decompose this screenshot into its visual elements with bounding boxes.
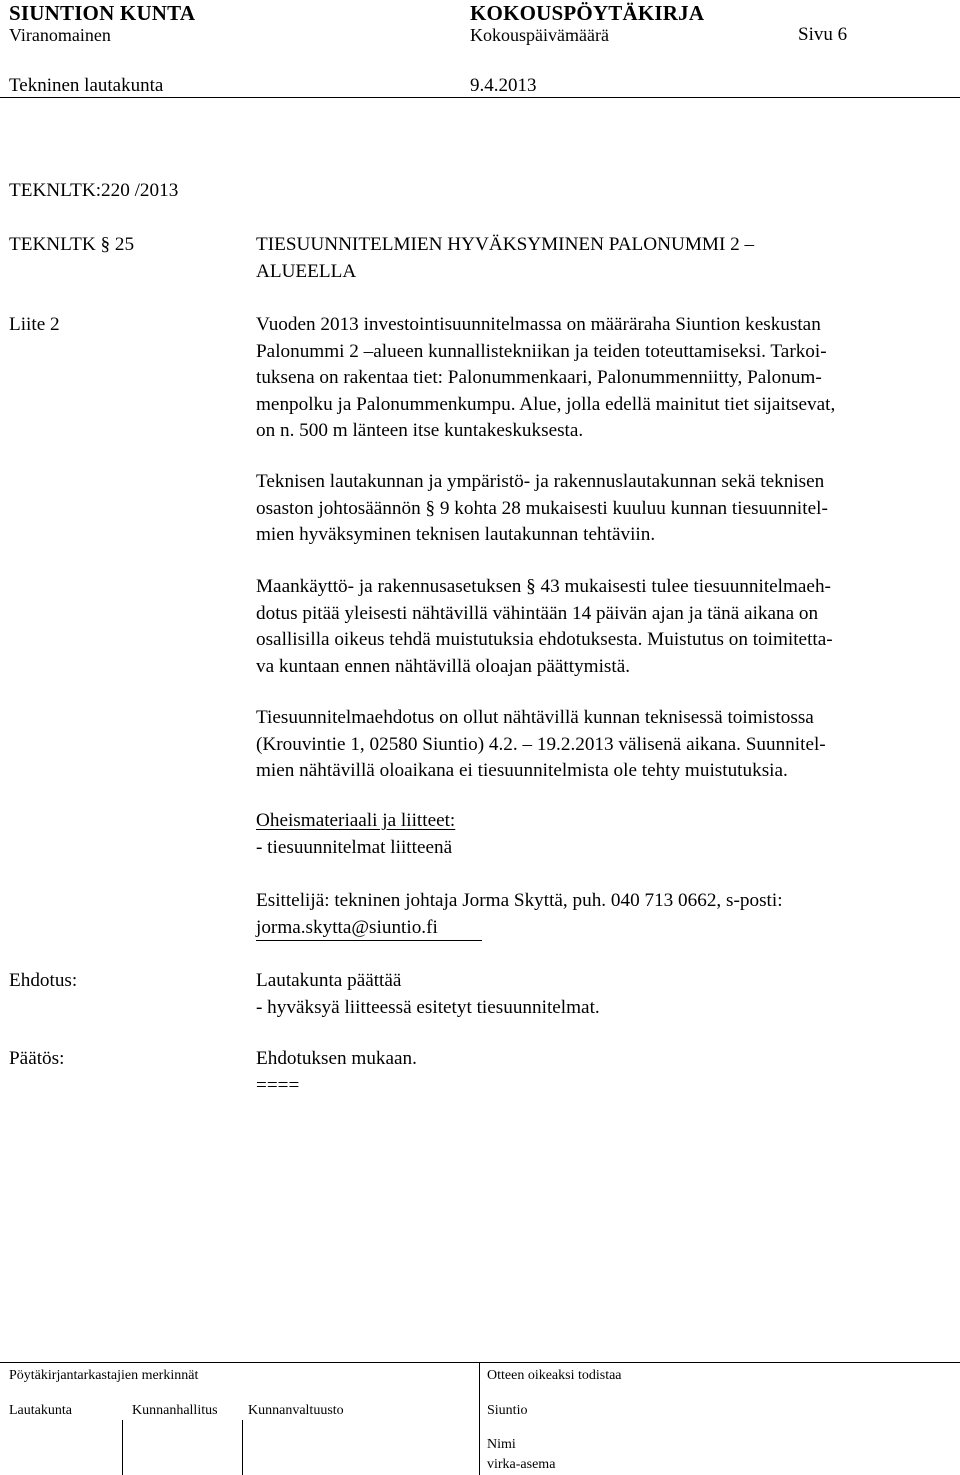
paragraph-background: Vuoden 2013 investointisuunnitelmassa on määräraha Siuntion keskustan Palonummi 2 –alueen kunnallistekniikan ja teiden toteuttamiseksi. Tarkoi- tuksena on rakentaa tiet: Palonummenkaari, Palonummenniitty, Palonum- menpolku ja Palonummenkumpu. Alue, jolla edellä mainitut tiet sijaitsevat, on n. 500 m länteen itse kuntakeskuksesta. xyxy=(256,314,836,441)
attachments-section xyxy=(256,808,956,861)
proposal-section xyxy=(256,968,956,1021)
paragraph-authority: Teknisen lautakunnan ja ympäristö- ja rakennuslautakunnan sekä teknisen osaston johtosäännön § 9 kohta 28 mukaisesti kuuluu kunnan tiesuunnitel- mien hyväksyminen teknisen lautakunnan tehtäviin. xyxy=(256,471,828,545)
decision-label: Päätös: xyxy=(9,1048,65,1069)
footer-col-divider-2 xyxy=(242,1420,243,1475)
header-divider xyxy=(0,97,960,98)
footer-col-board: Lautakunta xyxy=(9,1403,72,1418)
presenter-email[interactable]: jorma.skytta@siuntio.fi xyxy=(256,916,438,938)
proposal-item: - hyväksyä liitteessä esitetyt tiesuunnitelmat. xyxy=(256,996,600,1018)
paragraph-regulation: Maankäyttö- ja rakennusasetuksen § 43 mukaisesti tulee tiesuunnitelmaeh- dotus pitää yleisesti nähtävillä vähintään 14 päivän ajan ja tänä aikana on osallisilla oikeus tehdä muistutuksia ehdotuksesta. Muistutus on toimitetta- va kuntaan ennen nähtävillä oloajan päättymistä. xyxy=(256,576,833,677)
proposal-label: Ehdotus: xyxy=(9,970,78,991)
footer-position-label: virka-asema xyxy=(487,1457,556,1472)
municipality-name: SIUNTION KUNTA xyxy=(9,1,196,25)
case-reference: TEKNLTK:220 /2013 xyxy=(9,180,179,201)
page-number: Sivu 6 xyxy=(798,24,848,45)
attachment-item: - tiesuunnitelmat liitteenä xyxy=(256,836,453,858)
paragraph-display-period: Tiesuunnitelmaehdotus on ollut nähtävillä kunnan teknisessä toimistossa (Krouvintie 1, 02580 Siuntio) 4.2. – 19.2.2013 välisenä aikana. Suunnitel- mien nähtävillä oloaikana ei tiesuunnitelmista ole tehty muistutuksia. xyxy=(256,707,826,781)
meeting-date: 9.4.2013 xyxy=(470,75,537,96)
authority-name: Tekninen lautakunta xyxy=(9,75,164,96)
checkers-label: Pöytäkirjantarkastajien merkinnät xyxy=(9,1368,199,1383)
attachments-heading: Oheismateriaali ja liitteet: xyxy=(256,810,456,831)
document-type: KOKOUSPÖYTÄKIRJA xyxy=(470,1,705,25)
footer-center-divider xyxy=(479,1362,480,1475)
decision-text: Ehdotuksen mukaan. xyxy=(256,1048,417,1069)
footer-col-council: Kunnanvaltuusto xyxy=(248,1403,344,1418)
footer-col-divider-1 xyxy=(122,1420,123,1475)
authority-label: Viranomainen xyxy=(9,25,111,45)
section-symbol: § xyxy=(100,234,111,255)
presenter-section xyxy=(256,888,956,941)
case-title: TIESUUNNITELMIEN HYVÄKSYMINEN PALONUMMI 2 – ALUEELLA xyxy=(256,234,755,282)
attachment-label: Liite 2 xyxy=(9,314,60,335)
email-underline xyxy=(256,940,482,941)
footer-name-label: Nimi xyxy=(487,1437,516,1452)
decision-section xyxy=(256,1046,956,1099)
presenter-line: Esittelijä: tekninen johtaja Jorma Skyttä, puh. 040 713 0662, s-posti: xyxy=(256,890,783,911)
certified-label: Otteen oikeaksi todistaa xyxy=(487,1368,622,1383)
footer-col-executive-board: Kunnanhallitus xyxy=(132,1403,218,1418)
proposal-heading: Lautakunta päättää xyxy=(256,970,402,991)
meeting-date-label: Kokouspäivämäärä xyxy=(470,25,609,45)
decision-end-mark: ==== xyxy=(256,1074,300,1096)
section-number: TEKNLTK § 25 xyxy=(9,234,135,255)
footer-top-rule xyxy=(0,1362,960,1363)
footer-place: Siuntio xyxy=(487,1403,528,1418)
